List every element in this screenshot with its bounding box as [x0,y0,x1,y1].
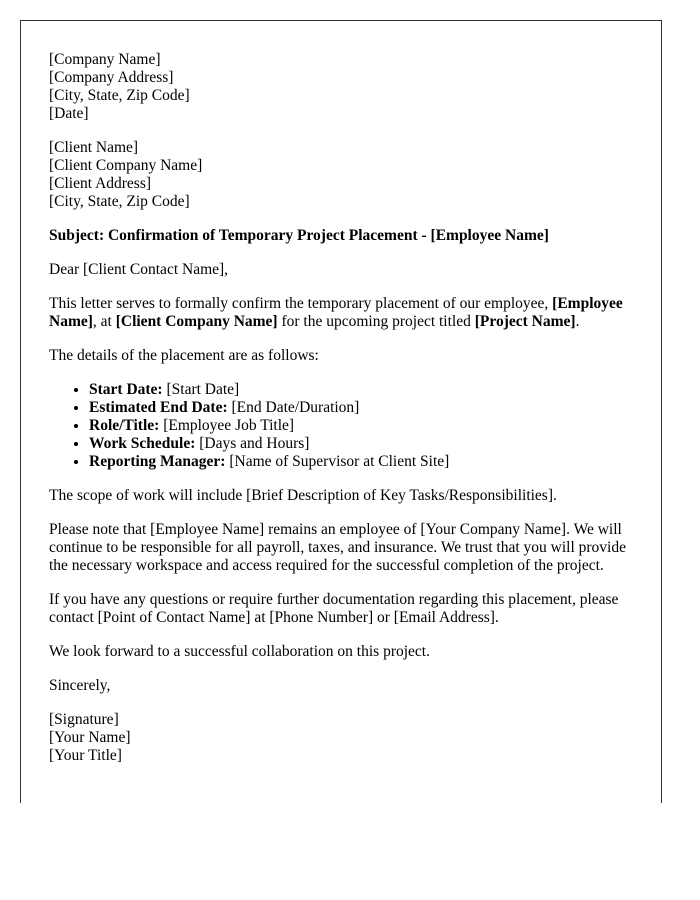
details-list [49,381,634,471]
signature-block [49,711,634,765]
subject-line [49,227,634,245]
subject-text: Subject: Confirmation of Temporary Project Placement - [Employee Name] [49,227,549,244]
detail-value: [Start Date] [162,381,240,398]
detail-value: [Employee Job Title] [159,417,295,434]
employee-name: [Employee Name] [49,295,623,330]
recipient-block [49,139,634,211]
detail-label: Reporting Manager: [89,453,226,470]
client-company-name: [Client Company Name] [115,313,278,330]
detail-value: [Days and Hours] [195,435,310,452]
client-address: [Client Address] [49,175,152,192]
detail-role [89,417,634,435]
client-company: [Client Company Name] [49,157,203,174]
detail-label: Estimated End Date: [89,399,228,416]
your-title: [Your Title] [49,747,122,764]
client-city: [City, State, Zip Code] [49,193,190,210]
detail-start-date [89,381,634,399]
intro-text: . [575,313,580,330]
project-name: [Project Name] [474,313,576,330]
detail-label: Start Date: [89,381,163,398]
company-city: [City, State, Zip Code] [49,87,190,104]
letter-date: [Date] [49,105,89,122]
signature: [Signature] [49,711,119,728]
detail-label: Work Schedule: [89,435,196,452]
employment-note: Please note that [Employee Name] remains an employee of [Your Company Name]. We will continue to be responsible for all payroll, taxes, and insurance. We trust that you will provide the necessary workspace and access required for the successful completion of the project. [49,521,626,574]
sender-block [49,51,634,123]
client-name: [Client Name] [49,139,139,156]
company-address: [Company Address] [49,69,174,86]
signoff: Sincerely, [49,677,111,694]
details-intro: The details of the placement are as follows: [49,347,319,364]
intro-text: , at [92,313,116,330]
detail-manager [89,453,634,471]
closing-line: We look forward to a successful collaboration on this project. [49,643,430,660]
salutation: Dear [Client Contact Name], [49,261,229,278]
letter-document [20,20,662,803]
detail-value: [End Date/Duration] [227,399,360,416]
intro-text: This letter serves to formally confirm the temporary placement of our employee, [49,295,553,312]
contact-paragraph: If you have any questions or require further documentation regarding this placement, please contact [Point of Contact Name] at [Phone Number] or [Email Address]. [49,591,619,626]
detail-value: [Name of Supervisor at Client Site] [225,453,450,470]
detail-end-date [89,399,634,417]
intro-text: for the upcoming project titled [277,313,475,330]
company-name: [Company Name] [49,51,161,68]
your-name: [Your Name] [49,729,131,746]
detail-label: Role/Title: [89,417,160,434]
intro-paragraph [49,295,634,331]
detail-schedule [89,435,634,453]
scope-paragraph: The scope of work will include [Brief Description of Key Tasks/Responsibilities]. [49,487,557,504]
